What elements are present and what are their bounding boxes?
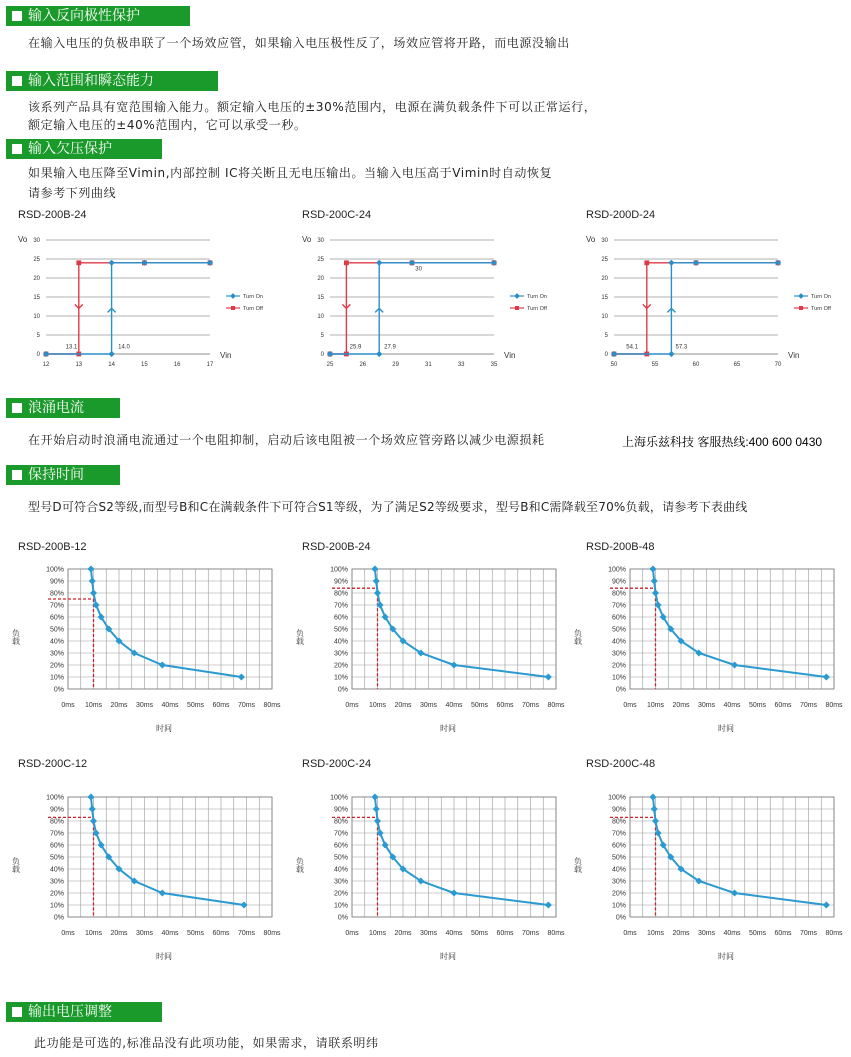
y-tick-label: 70% [611,830,626,838]
x-tick-label: 10ms [84,930,103,937]
x-tick-label: 30ms [135,930,154,937]
section-header-input-range [6,71,218,91]
y-axis-label: 负载 [295,629,305,645]
series-line-turn-on [614,263,778,354]
y-tick-label: 90% [611,578,626,586]
y-tick-label: 80% [333,818,348,826]
data-point [376,351,382,357]
series-line-turn-off [46,263,210,354]
data-point [108,260,114,266]
holdup-chart-title: RSD-200C-24 [302,758,372,770]
section-header-holdup [6,465,120,485]
square-icon [12,144,22,154]
x-tick-label: 70ms [521,702,540,709]
legend-label: Turn On [527,294,547,300]
x-tick-label: 0ms [623,702,637,709]
section-title: 浪涌电流 [28,400,84,416]
data-point [344,260,349,265]
data-label: 27.9 [384,344,396,351]
y-tick-label: 100% [46,794,64,802]
y-tick-label: 40% [49,866,64,874]
x-tick-label: 10ms [368,930,387,937]
series-line [653,797,826,905]
x-axis-label: 时间 [156,952,172,961]
x-tick-label: 10ms [368,702,387,709]
data-point [159,661,166,668]
y-tick-label: 80% [611,590,626,598]
data-point [374,589,381,596]
data-label: 13.1 [65,344,78,351]
x-tick-label: 80ms [263,930,281,937]
y-tick-label: 60% [611,842,626,850]
x-tick-label: 17 [206,362,214,368]
x-tick-label: 70 [774,362,782,368]
x-tick-label: 15 [141,362,148,368]
x-tick-label: 12 [42,362,50,368]
x-tick-label: 13 [75,362,83,368]
uvp-chart [582,228,851,373]
x-tick-label: 70ms [237,930,256,937]
series-line [91,569,241,677]
holdup-chart-title: RSD-200C-12 [18,758,88,770]
contact-hotline: 上海乐兹科技 客服热线:400 600 0430 [622,435,823,449]
x-tick-label: 50ms [470,702,489,709]
x-tick-label: 31 [425,362,432,368]
data-point [89,577,96,584]
x-axis-label: 时间 [440,724,456,733]
y-tick-label: 25 [601,257,608,263]
data-point [823,901,830,908]
x-tick-label: 80ms [547,930,565,937]
data-point [450,889,457,896]
y-tick-label: 20 [317,276,324,282]
y-tick-label: 25 [317,257,324,263]
y-tick-label: 50% [49,854,64,862]
y-tick-label: 50% [49,626,64,634]
x-tick-label: 50ms [748,930,767,937]
square-icon [12,403,22,413]
square-icon [12,76,22,86]
y-tick-label: 40% [49,638,64,646]
x-tick-label: 50ms [186,702,205,709]
x-tick-label: 40ms [161,930,179,937]
data-point [376,260,382,266]
uvp-line-2: 请参考下列曲线 [28,186,117,200]
y-tick-label: 10% [49,902,64,910]
y-tick-label: 30 [601,238,608,244]
x-tick-label: 20ms [394,702,412,709]
data-point [238,673,245,680]
x-tick-label: 0ms [345,930,359,937]
x-tick-label: 60ms [774,702,792,709]
y-axis-label: 负载 [295,857,305,873]
y-tick-label: 90% [49,806,64,814]
y-tick-label: 20% [49,890,64,898]
section-title: 输出电压调整 [28,1004,112,1020]
x-tick-label: 80ms [547,702,565,709]
x-tick-label: 60ms [496,702,514,709]
y-tick-label: 0% [53,686,64,694]
y-tick-label: 20% [611,662,626,670]
series-line-turn-off [614,263,778,354]
data-point [159,889,166,896]
y-tick-label: 15 [317,295,324,301]
holdup-chart-title: RSD-200B-48 [586,541,655,553]
x-tick-label: 33 [457,362,465,368]
y-tick-label: 0 [36,352,40,358]
reverse-polarity-text: 在输入电压的负极串联了一个场效应管，如果输入电压极性反了，场效应管将开路，而电源没输出 [28,36,570,50]
y-tick-label: 60% [49,842,64,850]
holdup-chart-title: RSD-200C-48 [586,758,656,770]
y-tick-label: 30% [49,650,64,658]
data-point [373,577,380,584]
x-axis-label: 时间 [156,724,172,733]
y-tick-label: 70% [333,602,348,610]
y-tick-label: 90% [49,578,64,586]
y-tick-label: 20 [33,276,40,282]
y-tick-label: 50% [333,854,348,862]
uvp-chart [298,228,568,373]
x-tick-label: 55 [651,362,659,368]
input-range-line-1: 该系列产品具有宽范围输入能力。额定输入电压的±30%范围内，电源在满负载条件下可以正常运行， [28,100,597,114]
y-tick-label: 90% [611,806,626,814]
x-tick-label: 50ms [186,930,205,937]
legend-label: Turn Off [527,306,547,312]
y-tick-label: 5 [36,333,40,339]
series-line [375,569,548,677]
holdup-chart [10,558,280,743]
data-label: 57.3 [675,344,688,351]
y-tick-label: 20% [611,890,626,898]
y-axis-label: 负载 [11,857,21,873]
uvp-line-1: 如果输入电压降至Vimin,内部控制 IC将关断且无电压输出。当输入电压高于Vimin时自动恢复 [28,166,553,180]
x-tick-label: 29 [392,362,399,368]
y-tick-label: 10% [333,674,348,682]
y-tick-label: 40% [611,866,626,874]
square-icon [12,470,22,480]
y-tick-label: 0% [337,914,348,922]
series-line [375,797,548,905]
y-tick-label: 80% [333,590,348,598]
y-tick-label: 0% [615,686,626,694]
y-tick-label: 70% [611,602,626,610]
x-tick-label: 26 [359,362,367,368]
x-axis-label: 时间 [718,724,734,733]
data-point [76,260,81,265]
x-tick-label: 20ms [672,702,690,709]
x-tick-label: 50ms [470,930,489,937]
y-tick-label: 100% [46,566,64,574]
data-point [545,673,552,680]
x-tick-label: 60ms [212,930,230,937]
legend-marker [515,306,519,310]
legend-marker [514,293,520,299]
x-tick-label: 10ms [84,702,103,709]
y-tick-label: 30% [333,878,348,886]
x-axis-label: Vin [220,351,232,360]
x-tick-label: 60ms [496,930,514,937]
y-tick-label: 15 [33,295,40,301]
y-axis-label: Vo [586,235,596,244]
y-tick-label: 90% [333,806,348,814]
x-axis-label: Vin [788,351,800,360]
data-label: 14.0 [118,344,130,351]
y-tick-label: 100% [608,794,626,802]
series-line-turn-on [330,263,494,354]
data-label: 25.9 [349,344,362,351]
data-point [374,817,381,824]
uvp-chart [14,228,284,373]
x-tick-label: 70ms [799,930,818,937]
y-tick-label: 30% [333,650,348,658]
legend-marker [230,293,236,299]
holdup-chart-title: RSD-200B-24 [302,541,371,553]
y-tick-label: 60% [333,614,348,622]
holdup-text: 型号D可符合S2等级,而型号B和C在满载条件下可符合S1等级，为了满足S2等级要求，型号B和C需降载至70%负载，请参考下表曲线 [28,500,748,514]
x-tick-label: 10ms [646,702,665,709]
holdup-chart [572,558,842,743]
y-tick-label: 30% [611,878,626,886]
holdup-chart [294,786,564,971]
y-tick-label: 10 [33,314,40,320]
section-header-reverse-polarity [6,6,190,26]
uvp-chart-title: RSD-200C-24 [302,209,372,221]
y-tick-label: 5 [320,333,324,339]
x-tick-label: 70ms [799,702,818,709]
section-header-inrush [6,398,120,418]
x-tick-label: 20ms [672,930,690,937]
x-tick-label: 20ms [110,930,128,937]
y-tick-label: 80% [49,818,64,826]
data-point [90,817,97,824]
x-tick-label: 70ms [237,702,256,709]
y-tick-label: 20% [333,890,348,898]
data-point [545,901,552,908]
x-tick-label: 0ms [623,930,637,937]
uvp-chart-title: RSD-200B-24 [18,209,87,221]
section-header-output-adjust [6,1002,162,1022]
x-tick-label: 80ms [263,702,281,709]
section-header-undervoltage [6,139,162,159]
y-tick-label: 10% [333,902,348,910]
legend-label: Turn Off [243,306,263,312]
y-tick-label: 20 [601,276,608,282]
y-tick-label: 0% [615,914,626,922]
output-adjust-text: 此功能是可选的,标准品没有此项功能，如果需求，请联系明纬 [34,1036,379,1050]
y-tick-label: 100% [330,566,348,574]
data-point [373,805,380,812]
x-tick-label: 30ms [697,930,716,937]
y-tick-label: 30% [611,650,626,658]
y-tick-label: 50% [611,854,626,862]
y-tick-label: 10 [317,314,324,320]
x-tick-label: 25 [326,362,334,368]
data-point [652,589,659,596]
y-tick-label: 30% [49,878,64,886]
y-tick-label: 70% [49,602,64,610]
y-tick-label: 90% [333,578,348,586]
y-tick-label: 20% [333,662,348,670]
x-tick-label: 35 [490,362,498,368]
x-tick-label: 20ms [394,930,412,937]
holdup-chart-title: RSD-200B-12 [18,541,87,553]
y-tick-label: 10 [601,314,608,320]
data-point [823,673,830,680]
data-label: 54.1 [626,344,638,351]
y-tick-label: 0% [337,686,348,694]
y-tick-label: 10% [49,674,64,682]
x-tick-label: 80ms [825,702,843,709]
data-point [644,260,649,265]
y-tick-label: 60% [333,842,348,850]
x-tick-label: 30ms [697,702,716,709]
x-tick-label: 60ms [774,930,792,937]
x-tick-label: 30ms [419,930,438,937]
y-tick-label: 40% [333,866,348,874]
legend-marker [231,306,235,310]
y-tick-label: 0% [53,914,64,922]
series-line-turn-on [46,263,210,354]
y-tick-label: 70% [333,830,348,838]
y-tick-label: 30 [317,238,324,244]
data-label: 30 [415,266,422,273]
y-tick-label: 40% [611,638,626,646]
y-tick-label: 60% [49,614,64,622]
x-tick-label: 80ms [825,930,843,937]
x-axis-label: 时间 [440,952,456,961]
inrush-text: 在开始启动时浪涌电流通过一个电阻抑制，启动后该电阻被一个场效应管旁路以减少电源损耗 [28,433,545,447]
x-tick-label: 10ms [646,930,665,937]
y-axis-label: 负载 [573,857,583,873]
data-point [89,805,96,812]
y-tick-label: 50% [333,626,348,634]
section-title: 输入欠压保护 [28,141,112,157]
series-line [653,569,826,677]
legend-marker [799,306,803,310]
x-tick-label: 50 [610,362,618,368]
x-tick-label: 60 [692,362,700,368]
x-tick-label: 65 [733,362,741,368]
data-point [108,351,114,357]
y-tick-label: 25 [33,257,40,263]
x-tick-label: 16 [173,362,181,368]
x-tick-label: 40ms [445,702,463,709]
section-title: 保持时间 [28,467,84,483]
x-tick-label: 14 [108,362,115,368]
data-point [652,817,659,824]
data-point [668,351,674,357]
x-tick-label: 40ms [723,702,741,709]
legend-label: Turn On [811,294,831,300]
x-tick-label: 30ms [135,702,154,709]
x-tick-label: 40ms [161,702,179,709]
y-tick-label: 80% [611,818,626,826]
x-tick-label: 0ms [61,702,75,709]
legend-label: Turn Off [811,306,831,312]
x-tick-label: 40ms [445,930,463,937]
y-tick-label: 30 [33,238,40,244]
y-tick-label: 15 [601,295,608,301]
square-icon [12,11,22,21]
y-tick-label: 50% [611,626,626,634]
y-axis-label: 负载 [573,629,583,645]
y-axis-label: Vo [302,235,312,244]
holdup-chart [572,786,842,971]
data-point [668,260,674,266]
x-tick-label: 20ms [110,702,128,709]
y-axis-label: Vo [18,235,28,244]
y-tick-label: 0 [320,352,324,358]
y-tick-label: 10% [611,674,626,682]
y-tick-label: 10% [611,902,626,910]
input-range-line-2: 额定输入电压的±40%范围内，它可以承受一秒。 [28,118,307,132]
y-tick-label: 0 [604,352,608,358]
y-tick-label: 20% [49,662,64,670]
y-tick-label: 100% [608,566,626,574]
x-axis-label: Vin [504,351,516,360]
data-point [90,589,97,596]
x-axis-label: 时间 [718,952,734,961]
y-tick-label: 5 [604,333,608,339]
x-tick-label: 0ms [345,702,359,709]
x-tick-label: 70ms [521,930,540,937]
y-tick-label: 100% [330,794,348,802]
y-tick-label: 40% [333,638,348,646]
data-point [651,577,658,584]
holdup-chart [294,558,564,743]
y-axis-label: 负载 [11,629,21,645]
x-tick-label: 50ms [748,702,767,709]
x-tick-label: 30ms [419,702,438,709]
x-tick-label: 0ms [61,930,75,937]
x-tick-label: 40ms [723,930,741,937]
y-tick-label: 70% [49,830,64,838]
x-tick-label: 60ms [212,702,230,709]
uvp-chart-title: RSD-200D-24 [586,209,656,221]
section-title: 输入范围和瞬态能力 [28,73,154,89]
data-point [450,661,457,668]
series-line-turn-off [330,263,494,354]
legend-marker [798,293,804,299]
data-point [651,805,658,812]
square-icon [12,1007,22,1017]
holdup-chart [10,786,280,971]
section-title: 输入反向极性保护 [28,8,140,24]
y-tick-label: 60% [611,614,626,622]
legend-label: Turn On [243,294,263,300]
y-tick-label: 80% [49,590,64,598]
